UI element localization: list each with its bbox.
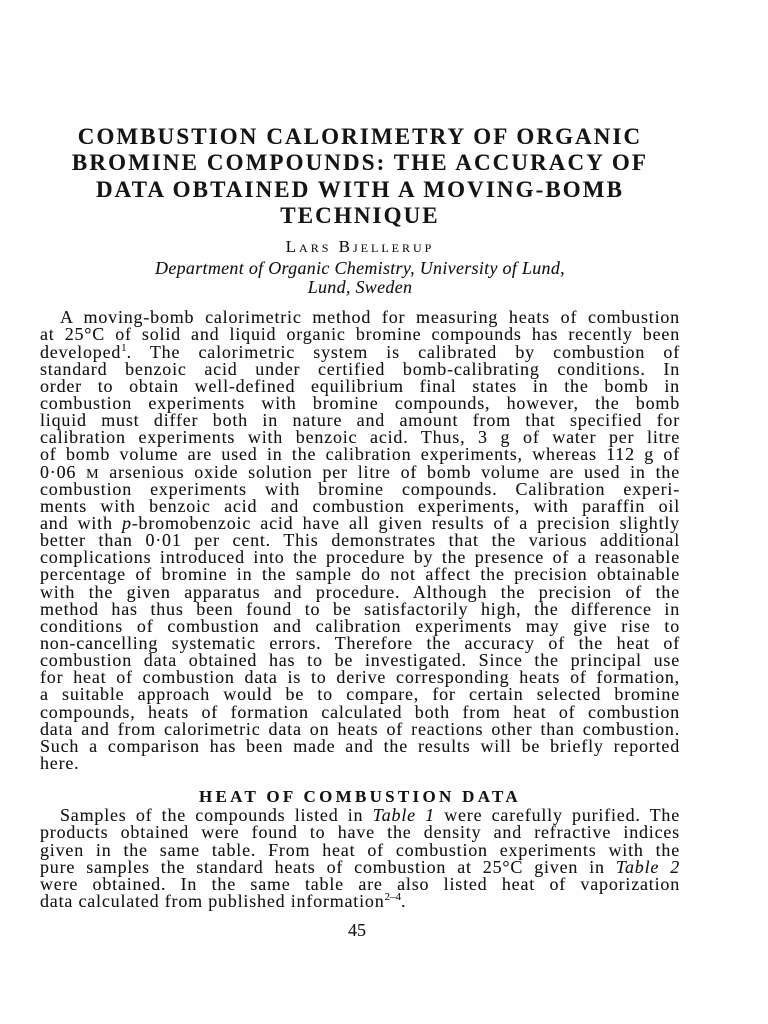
affiliation-line: Lund, Sweden (307, 276, 413, 297)
body-text-line: percentage of bromine in the sample do not affect the precision obtainable (40, 564, 680, 585)
body-text-line: given in the same table. From heat of combustion experiments with the (40, 839, 680, 860)
body-text-line: of bomb volume are used in the calibration experiments, whereas 112 g of (40, 444, 680, 465)
body-text-line: here. (40, 752, 80, 773)
molarity-unit: M (86, 465, 100, 482)
introduction-paragraph (40, 309, 680, 772)
body-text-line: at 25°C of solid and liquid organic bromine compounds has recently been (40, 324, 680, 345)
body-text-line: Such a comparison has been made and the results will be briefly reported (40, 735, 680, 756)
affiliation-line: Department of Organic Chemistry, University of Lund, (155, 257, 565, 278)
body-text-line: products obtained were found to have the density and refractive indices (40, 822, 680, 843)
italic-locant: p (121, 512, 132, 533)
text-segment: data calculated from published information (40, 891, 385, 911)
title-line: BROMINE COMPOUNDS: THE ACCURACY OF (71, 150, 649, 176)
text-segment: were carefully purified. The (434, 805, 680, 826)
body-text-line: standard benzoic acid under certified bomb-calibrating conditions. In (40, 358, 680, 379)
text-segment: pure samples the standard heats of combustion at 25°C given in (40, 856, 616, 877)
text-segment: 0·06 (40, 461, 87, 482)
body-text-line: better than 0·01 per cent. This demonstrates that the various additional (40, 530, 680, 551)
body-text-line: a suitable approach would be to compare, for certain selected bromine (40, 684, 680, 705)
page-number: 45 (348, 920, 366, 940)
body-text-line: conditions of combustion and calibration experiments may give rise to (40, 615, 680, 636)
body-text-line: method has thus been found to be satisfactorily high, the difference in (40, 598, 680, 619)
body-text-line: combustion data obtained has to be investigated. Since the principal use (40, 650, 680, 671)
body-text-line: compounds, heats of formation calculated both from heat of combustion (40, 701, 680, 722)
body-text-line: liquid must differ both in nature and amount from that specified for (40, 410, 680, 431)
author-name: Lars Bjellerup (285, 237, 435, 256)
body-text-line: calibration experiments with benzoic acid. Thus, 3 g of water per litre (40, 427, 680, 448)
body-text-line: combustion experiments with bromine compounds. Calibration experi- (40, 478, 680, 499)
text-segment: . The calorimetric system is calibrated by combustion of (126, 341, 680, 362)
text-segment: -bromobenzoic acid have all given results of a precision slightly (131, 512, 680, 533)
body-text-line: A moving-bomb calorimetric method for measuring heats of combustion (60, 307, 680, 328)
body-text-line: non-cancelling systematic errors. Therefore the accuracy of the heat of (40, 632, 680, 653)
section-heading: HEAT OF COMBUSTION DATA (199, 787, 521, 806)
body-text-line: complications introduced into the procedure by the presence of a reasonable (40, 547, 680, 568)
reference-superscript: 1 (121, 341, 127, 354)
table-reference: Table 2 (615, 856, 680, 877)
body-text-line: for heat of combustion data is to derive corresponding heats of formation, (40, 667, 680, 688)
body-text-line: combustion experiments with bromine compounds, however, the bomb (40, 393, 680, 413)
body-text-line: ments with benzoic acid and combustion experiments, with paraffin oil (40, 495, 680, 516)
text-segment: arsenious oxide solution per litre of bomb volume are used in the (99, 461, 680, 482)
body-text-line: were obtained. In the same table are also listed heat of vaporization (40, 873, 680, 894)
text-segment: developed (40, 341, 122, 362)
body-text-line: data and from calorimetric data on heats of reactions other than combustion. (40, 718, 680, 739)
title-line: DATA OBTAINED WITH A MOVING-BOMB (95, 176, 625, 202)
text-segment: Samples of the compounds listed in (60, 805, 373, 826)
author-affiliation (40, 259, 680, 297)
table-reference: Table 1 (372, 805, 435, 826)
text-segment: and with (40, 512, 122, 533)
section-paragraph (40, 807, 680, 910)
title-line: TECHNIQUE (280, 202, 440, 228)
body-text-line: with the given apparatus and procedure. Although the precision of the (40, 581, 680, 602)
title-line: COMBUSTION CALORIMETRY OF ORGANIC (77, 124, 643, 149)
body-text-line: order to obtain well-defined equilibrium final states in the bomb in (40, 375, 680, 396)
article-title (40, 124, 680, 229)
text-segment: . (401, 891, 407, 911)
body-text-line (40, 893, 680, 910)
reference-superscript: 2–4 (384, 891, 401, 903)
